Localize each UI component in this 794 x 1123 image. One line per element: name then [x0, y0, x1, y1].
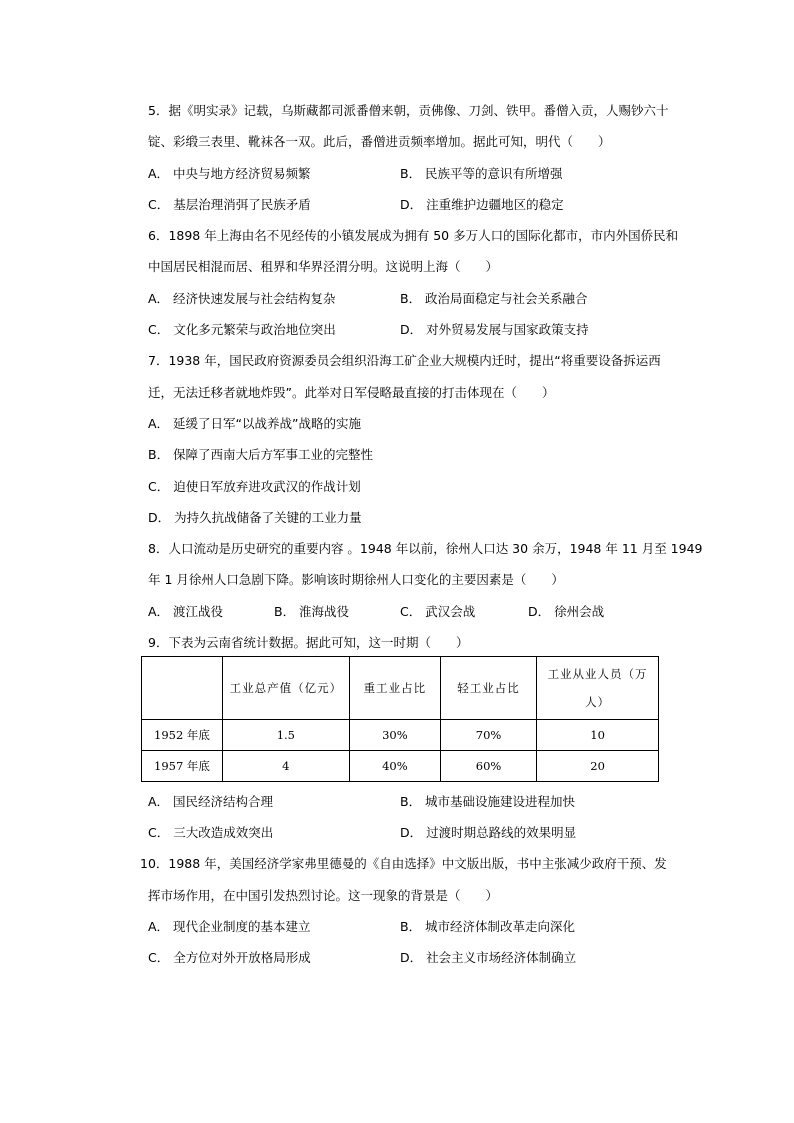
table-cell: 30%	[349, 720, 440, 751]
table-row	[142, 720, 659, 751]
q6-option-d[interactable]: D． 对外贸易发展与国家政策支持	[400, 322, 589, 337]
q7-option-c[interactable]: C． 迫使日军放弃进攻武汉的作战计划	[148, 479, 361, 494]
table-header-cell: 工业从业人员（万人）	[537, 657, 659, 720]
table-cell-year: 1952 年底	[142, 720, 223, 751]
q5-option-c[interactable]: C． 基层治理消弭了民族矛盾	[148, 197, 311, 212]
q5-option-d[interactable]: D． 注重维护边疆地区的稳定	[400, 197, 564, 212]
table-cell: 4	[222, 751, 349, 782]
q7-stem-line-2: 迁，无法迁移者就地炸毁”。此举对日军侵略最直接的打击体现在（ ）	[148, 385, 555, 400]
q10-option-b[interactable]: B． 城市经济体制改革走向深化	[400, 919, 576, 934]
q7-option-a[interactable]: A． 延缓了日军“以战养战”战略的实施	[148, 416, 361, 431]
table-cell: 40%	[349, 751, 440, 782]
q10-option-c[interactable]: C． 全方位对外开放格局形成	[148, 950, 311, 965]
table-header-cell: 工业总产值（亿元）	[222, 657, 349, 720]
q5-stem-line-2: 锭、彩缎三表里、靴袜各一双。此后，番僧进贡频率增加。据此可知，明代（ ）	[148, 134, 611, 149]
q10-option-a[interactable]: A． 现代企业制度的基本建立	[148, 919, 311, 934]
q8-option-a[interactable]: A． 渡江战役	[148, 604, 224, 619]
q8-option-c[interactable]: C． 武汉会战	[400, 604, 476, 619]
q10-stem-line-2: 挥市场作用，在中国引发热烈讨论。这一现象的背景是（ ）	[148, 888, 499, 903]
q10-option-d[interactable]: D． 社会主义市场经济体制确立	[400, 950, 577, 965]
table-header-row	[142, 657, 659, 720]
q9-option-d[interactable]: D． 过渡时期总路线的效果明显	[400, 825, 577, 840]
q7-option-b[interactable]: B． 保障了西南大后方军事工业的完整性	[148, 447, 374, 462]
table-cell: 60%	[440, 751, 536, 782]
q9-option-a[interactable]: A． 国民经济结构合理	[148, 794, 274, 809]
q9-option-b[interactable]: B． 城市基础设施建设进程加快	[400, 794, 576, 809]
table-cell-year: 1957 年底	[142, 751, 223, 782]
table-header-cell: 重工业占比	[349, 657, 440, 720]
q8-stem-line-1: 8．人口流动是历史研究的重要内容 。1948 年以前，徐州人口达 30 余万，1948 年 11 月至 1949	[148, 541, 703, 556]
q5-option-a[interactable]: A． 中央与地方经济贸易频繁	[148, 166, 311, 181]
q10-stem-line-1: 10．1988 年，美国经济学家弗里德曼的《自由选择》中文版出版，书中主张减少政府干预、发	[140, 856, 667, 871]
table-cell: 1.5	[222, 720, 349, 751]
q8-option-d[interactable]: D． 徐州会战	[528, 604, 605, 619]
table-row	[142, 751, 659, 782]
q8-stem-line-2: 年 1 月徐州人口急剧下降。影响该时期徐州人口变化的主要因素是（ ）	[148, 572, 564, 587]
q8-option-b[interactable]: B． 淮海战役	[274, 604, 350, 619]
statistics-table	[141, 656, 659, 782]
q5-option-b[interactable]: B． 民族平等的意识有所增强	[400, 166, 563, 181]
q7-option-d[interactable]: D． 为持久抗战储备了关键的工业力量	[148, 510, 362, 525]
table-header-cell: 轻工业占比	[440, 657, 536, 720]
table-header-cell-empty	[142, 657, 223, 720]
q5-stem-line-1: 5．据《明实录》记载，乌斯藏都司派番僧来朝，贡佛像、刀剑、铁甲。番僧入贡，人赐钞六十	[148, 103, 669, 118]
table-cell: 20	[537, 751, 659, 782]
q6-option-c[interactable]: C． 文化多元繁荣与政治地位突出	[148, 322, 336, 337]
q9-option-c[interactable]: C． 三大改造成效突出	[148, 825, 274, 840]
q6-stem-line-1: 6．1898 年上海由名不见经传的小镇发展成为拥有 50 多万人口的国际化都市，市内外国侨民和	[148, 228, 679, 243]
q7-stem-line-1: 7．1938 年，国民政府资源委员会组织沿海工矿企业大规模内迁时，提出“将重要设备拆运西	[148, 353, 661, 368]
table-cell: 10	[537, 720, 659, 751]
q6-stem-line-2: 中国居民相混而居、租界和华界泾渭分明。这说明上海（ ）	[148, 259, 499, 274]
q9-stem-line-1: 9．下表为云南省统计数据。据此可知，这一时期（ ）	[148, 635, 469, 650]
q6-option-a[interactable]: A． 经济快速发展与社会结构复杂	[148, 291, 336, 306]
table-cell: 70%	[440, 720, 536, 751]
q6-option-b[interactable]: B． 政治局面稳定与社会关系融合	[400, 291, 588, 306]
